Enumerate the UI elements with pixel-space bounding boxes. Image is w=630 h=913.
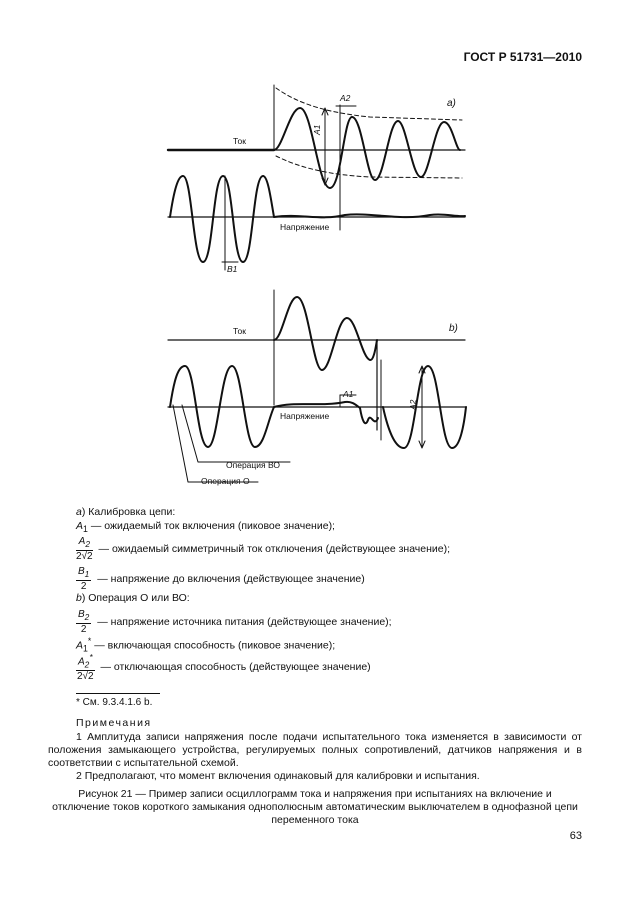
op-o-label: Операция О <box>201 476 250 486</box>
b-panel-tag: b) <box>449 323 458 334</box>
b-voltage-label: Напряжение <box>280 411 330 421</box>
legend-b1: $\frac{B_1}{2}$ — напряжение до включения (действующее значение) <box>78 566 365 592</box>
a2-label: A2 <box>340 93 351 103</box>
a-voltage-wave <box>170 176 274 262</box>
a1-label: A1 <box>312 124 322 135</box>
note-2: 2 Предполагают, что момент включения одинаковый для калибровки и испытания. <box>76 770 480 782</box>
figure-caption: Рисунок 21 — Пример записи осциллограмм тока и напряжения при испытаниях на включение и отключение токов короткого замыкания однополюсным автоматическим выключателем в однофазной цепи переменного тока <box>52 788 578 826</box>
a-envelope-upper <box>276 88 462 120</box>
b1-label: B1 <box>227 264 238 274</box>
legend-b-title: b) Операция О или ВО: <box>76 592 190 604</box>
b-a1-label: A1 <box>343 389 354 399</box>
b-current-wave <box>274 297 377 370</box>
legend-a-title: a) Калибровка цепи: <box>76 506 176 518</box>
page-number: 63 <box>569 830 582 842</box>
footnote: * См. 9.3.4.1.6 b. <box>76 697 153 708</box>
a-current-wave <box>274 108 460 188</box>
a-panel-tag: a) <box>447 98 456 109</box>
b-current-label: Ток <box>233 326 246 336</box>
a-current-label: Ток <box>233 136 246 146</box>
notes-title: Примечания <box>76 717 152 729</box>
legend-a2: $\frac{A_2}{2√2}$ — ожидаемый симметричный ток отключения (действующее значение); <box>76 536 451 562</box>
legend-a1: $A_1$ — ожидаемый ток включения (пиковое значение); <box>76 520 335 535</box>
standard-header: ГОСТ Р 51731—2010 <box>463 50 582 64</box>
op-bo-label: Операция ВО <box>226 460 280 470</box>
legend-a2-star: $\frac{A_2^*}{2√2}$ — отключающая способность (действующее значение) <box>76 652 371 683</box>
footnote-rule <box>76 693 160 694</box>
legend-a1-star: $A_1^*$ — включающая способность (пиковое значение); <box>76 636 336 654</box>
note-1: 1 Амплитуда записи напряжения после подачи испытательного тока изменяется в зависимости от положения замыкающего устройства, регулируемых полных сопротивлений, датчиков напряжения и в соответствии с испытательной схемой. <box>48 731 582 769</box>
b-a2-label: A2 <box>408 399 418 410</box>
a-voltage-label: Напряжение <box>280 222 330 232</box>
legend-b2: $\frac{B_2}{2}$ — напряжение источника питания (действующее значение); <box>78 609 392 635</box>
